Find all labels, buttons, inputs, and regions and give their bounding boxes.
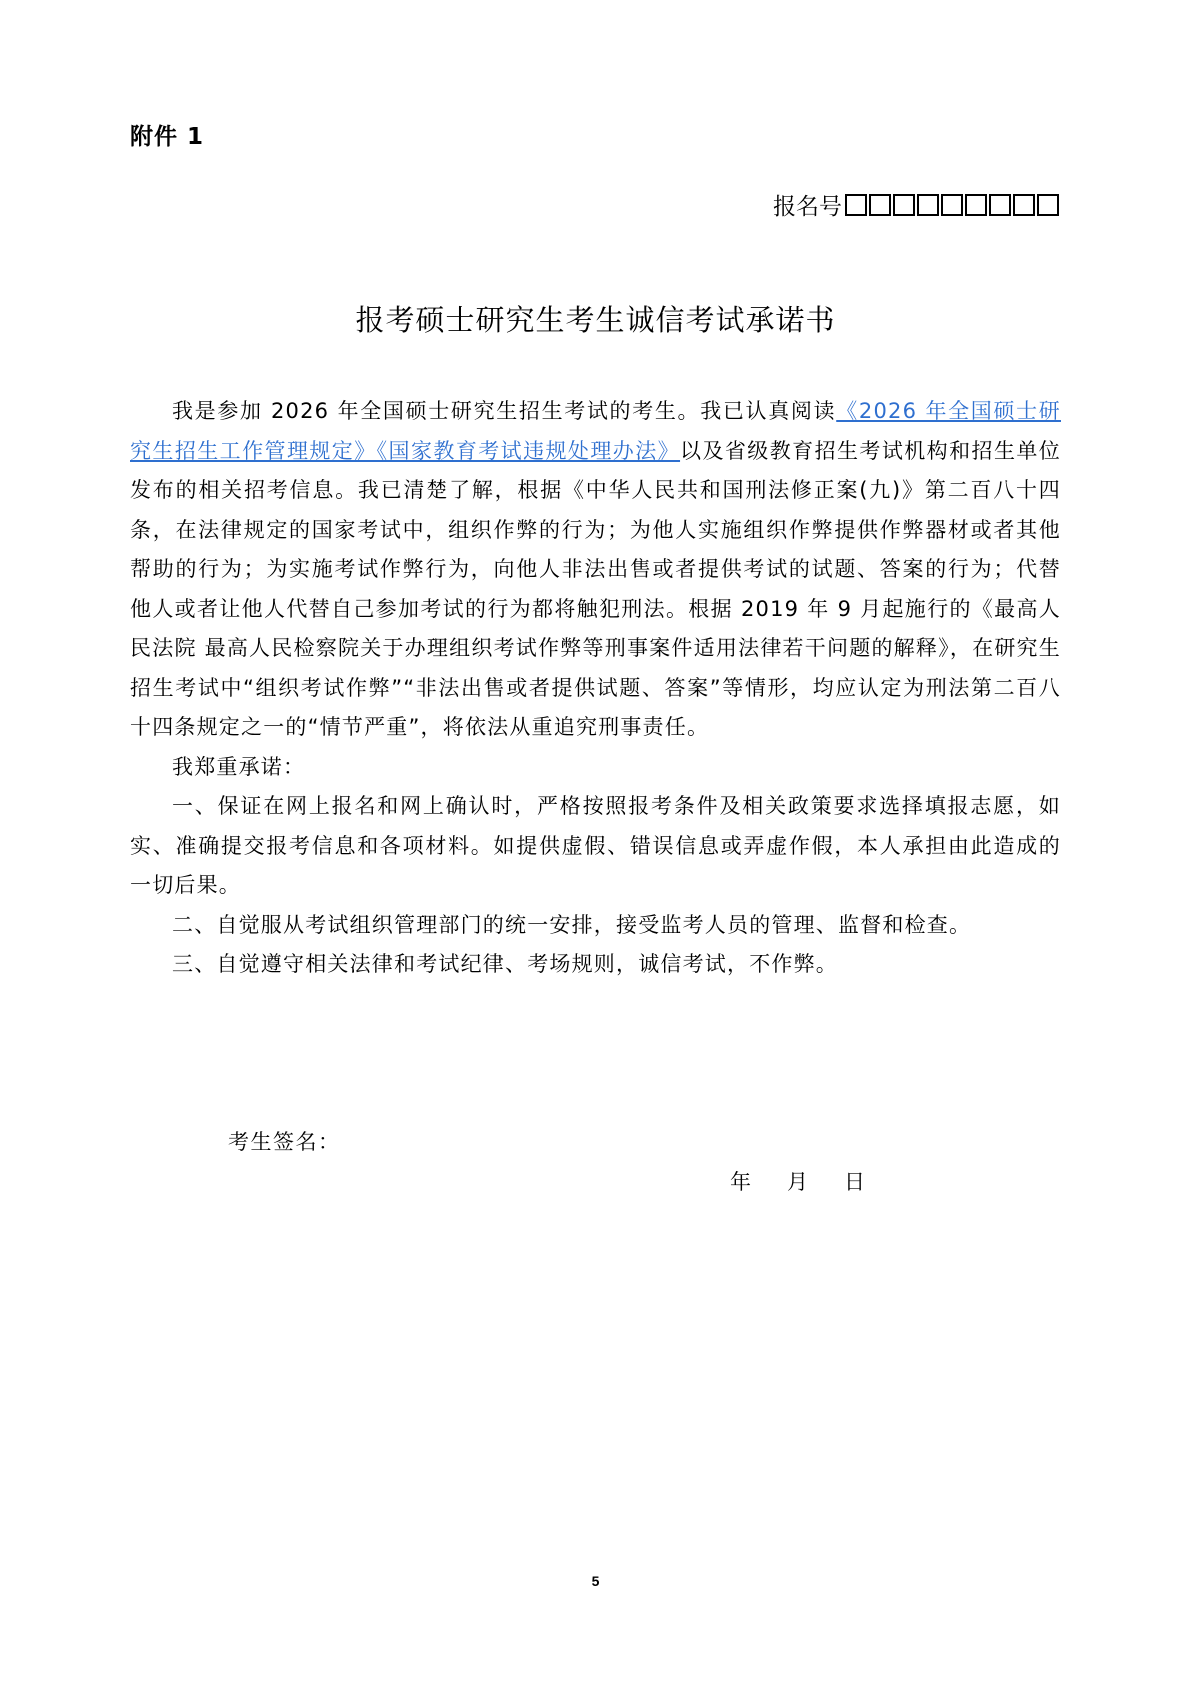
registration-label: 报名号 xyxy=(773,194,842,220)
intro-continued-text: 以及省级教育招生考试机构和招生单位发布的相关招考信息。我已清楚了解，根据《中华人民共和国刑法修正案(九)》第二百八十四条，在法律规定的国家考试中，组织作弊的行为；为他人实施组织作弊提供作弊器材或者其他帮助的行为；为实施考试作弊行为，向他人非法出售或者提供考试的试题、答案的行为；代替他人或者让他人代替自己参加考试的行为都将触犯刑法。根据 2019 年 9 月起施行的《最高人民法院 最高人民检察院关于办理组织考试作弊等刑事案件适用法律若干问题的解释》，在研究生招生考试中“组织考试作弊”“非法出售或者提供试题、答案”等情形，均应认定为刑法第二百八十四条规定之一的“情节严重”，将依法从重追究刑事责任。 xyxy=(130,438,1061,739)
registration-digit-box xyxy=(917,194,939,216)
registration-digit-box xyxy=(869,194,891,216)
registration-digit-box xyxy=(965,194,987,216)
document-body xyxy=(130,392,1061,985)
registration-digit-box xyxy=(941,194,963,216)
registration-digit-box xyxy=(893,194,915,216)
intro-text: 我是参加 2026 年全国硕士研究生招生考试的考生。我已认真阅读 xyxy=(172,399,837,423)
page-number: 5 xyxy=(591,1573,600,1589)
pledge-intro: 我郑重承诺： xyxy=(172,754,306,779)
regulations-link[interactable]: 《2026 年全国硕士研究生招生工作管理规定》《国家教育考试违规处理办法》 xyxy=(130,399,1061,463)
registration-digit-box xyxy=(1013,194,1035,216)
pledge-item-2: 二、自觉服从考试组织管理部门的统一安排，接受监考人员的管理、监督和检查。 xyxy=(172,912,972,937)
registration-digit-box xyxy=(989,194,1011,216)
paragraph-intro xyxy=(130,392,1061,748)
registration-boxes xyxy=(845,194,1061,216)
registration-digit-box xyxy=(1037,194,1059,216)
date-year: 年 xyxy=(730,1170,751,1194)
date-month: 月 xyxy=(787,1170,808,1194)
signature-label: 考生签名： xyxy=(228,1130,341,1154)
date-line xyxy=(730,1166,901,1196)
registration-digit-box xyxy=(845,194,867,216)
pledge-item-3: 三、自觉遵守相关法律和考试纪律、考场规则，诚信考试，不作弊。 xyxy=(172,952,838,976)
registration-number xyxy=(773,188,1061,221)
date-day: 日 xyxy=(844,1170,865,1194)
document-title: 报考硕士研究生考生诚信考试承诺书 xyxy=(355,303,836,337)
attachment-label: 附件 1 xyxy=(130,124,205,150)
pledge-item-1: 一、保证在网上报名和网上确认时，严格按照报考条件及相关政策要求选择填报志愿，如实、准确提交报考信息和各项材料。如提供虚假、错误信息或弄虚作假，本人承担由此造成的一切后果。 xyxy=(130,794,1061,897)
